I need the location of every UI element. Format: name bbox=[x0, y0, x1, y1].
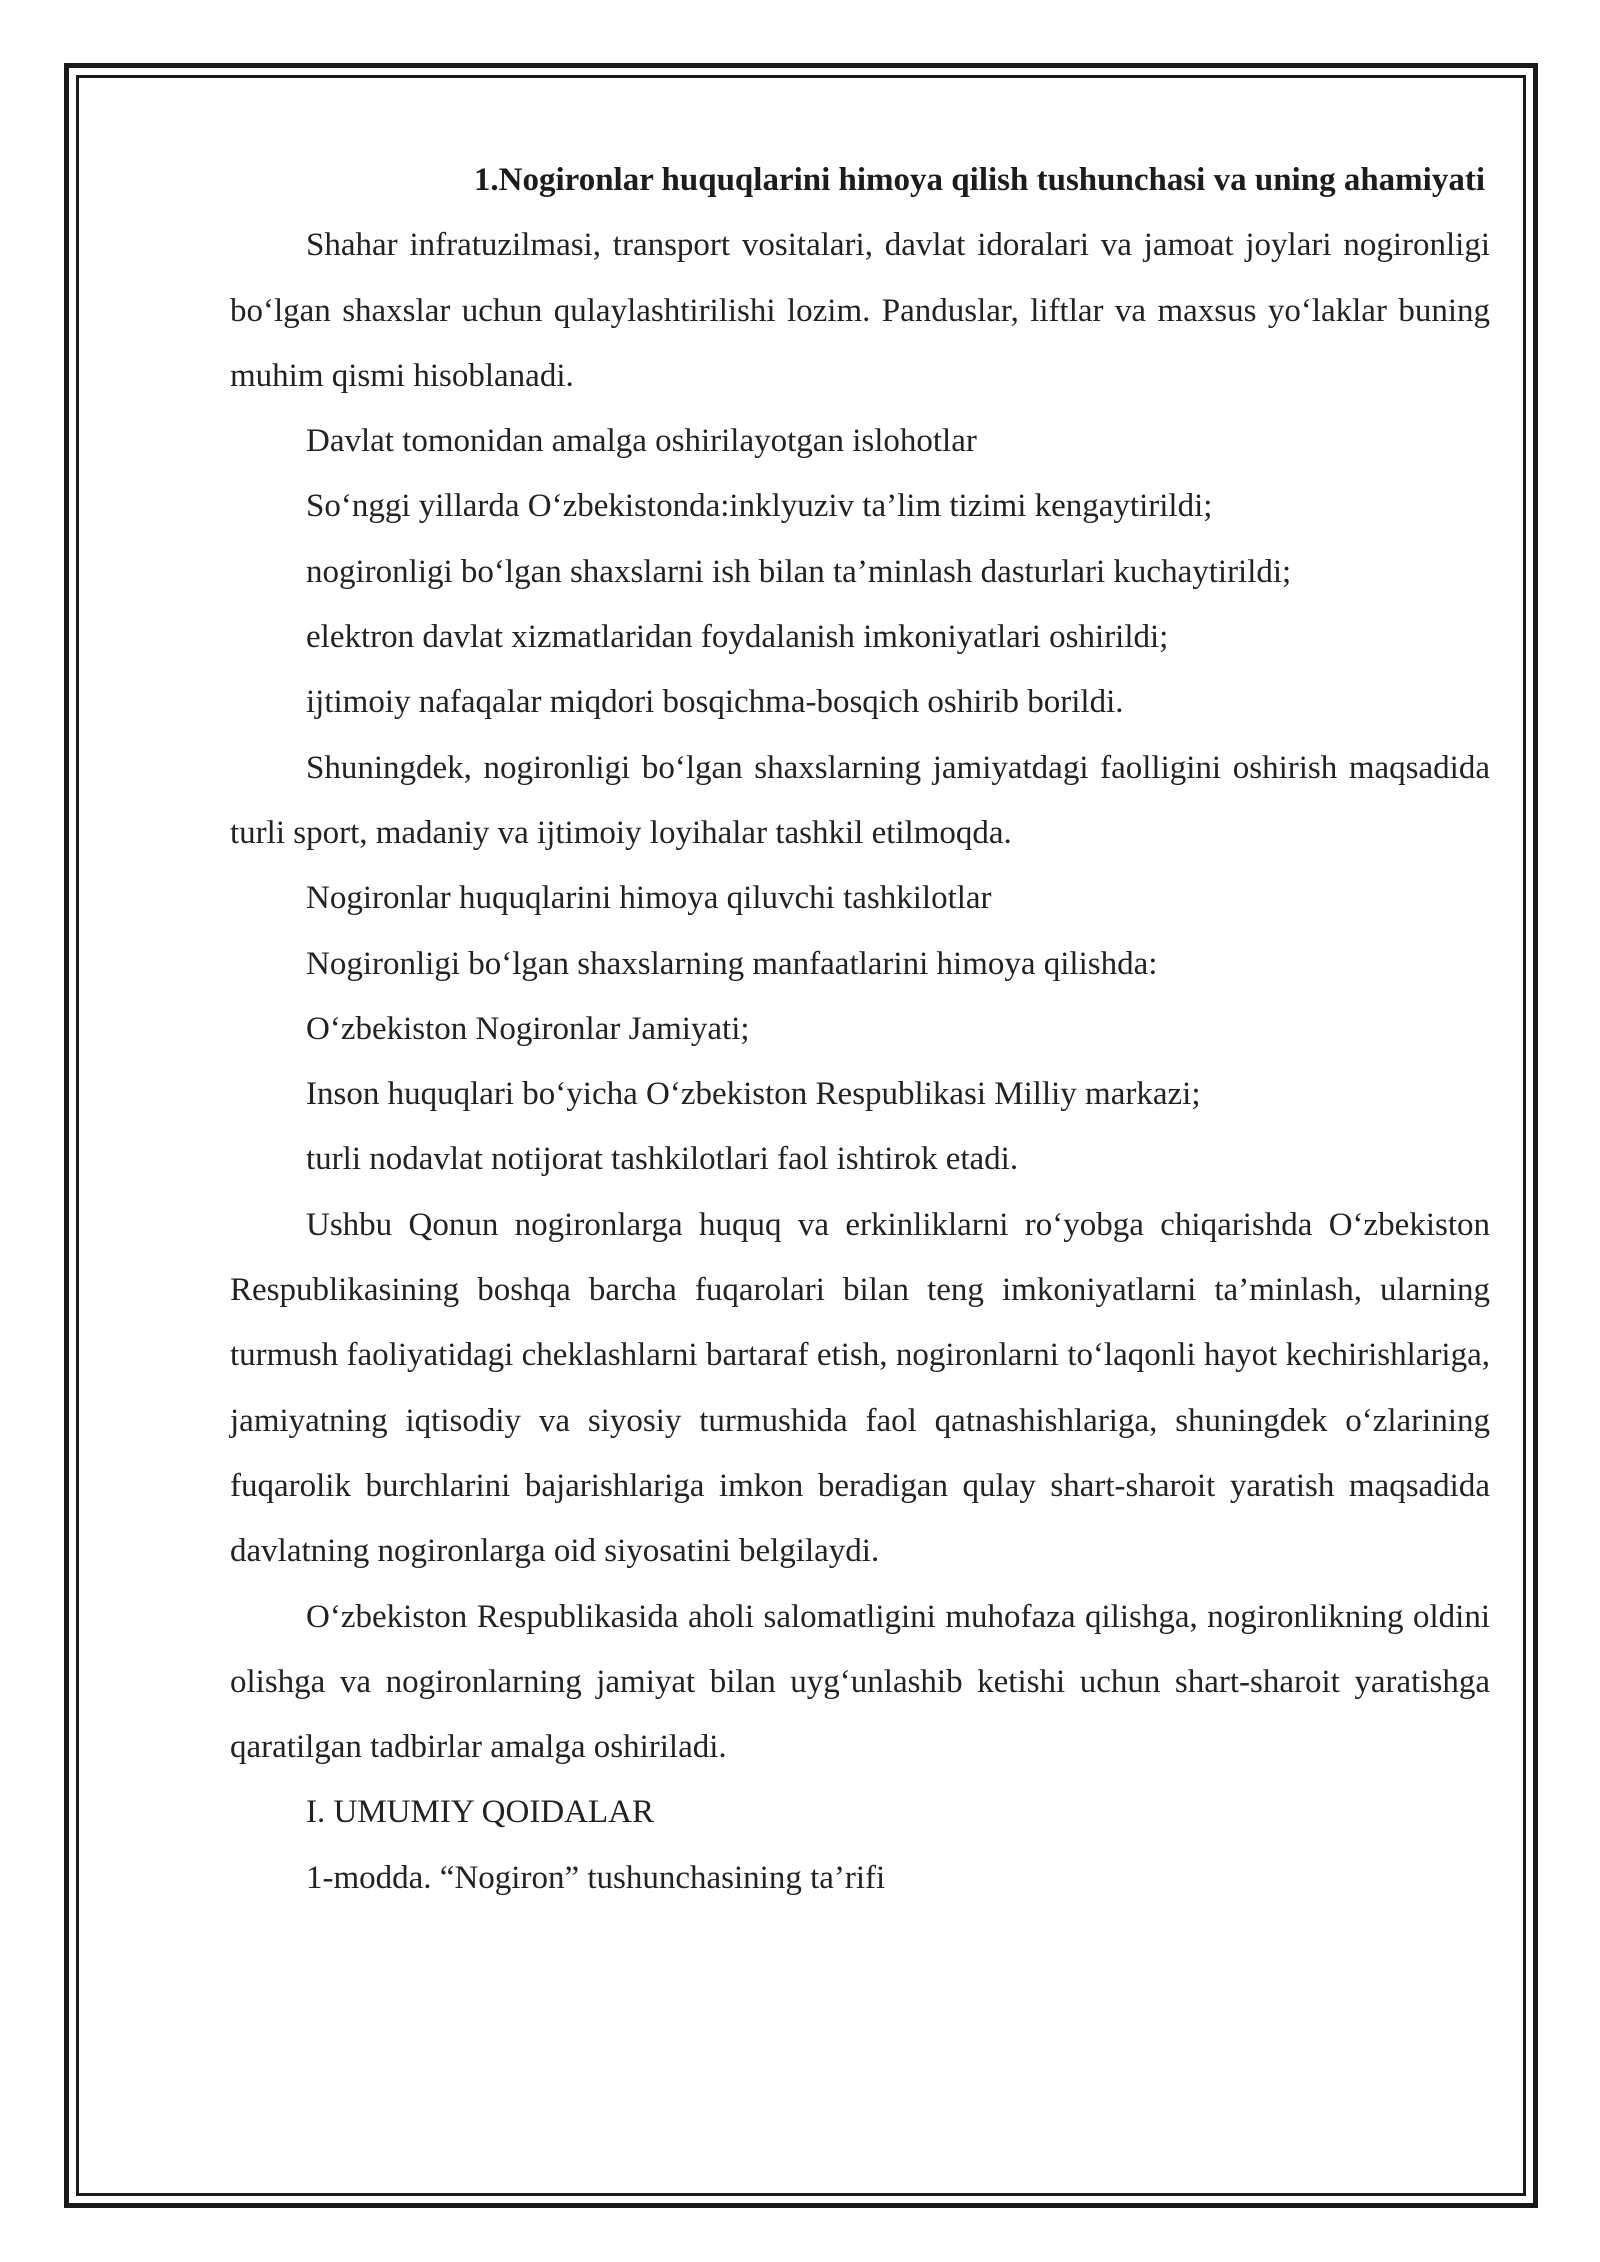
list-item-social-benefits: ijtimoiy nafaqalar miqdori bosqichma-bosqich oshirib borildi. bbox=[306, 684, 1124, 721]
list-item-ngos: turli nodavlat notijorat tashkilotlari faol ishtirok etadi. bbox=[306, 1141, 1019, 1178]
article-title-1: 1-modda. “Nogiron” tushunchasining ta’rifi bbox=[306, 1859, 886, 1896]
list-item-national-centre: Inson huquqlari bo‘yicha O‘zbekiston Respublikasi Milliy markazi; bbox=[306, 1076, 1201, 1113]
paragraph-organizations-title: Nogironlar huquqlarini himoya qiluvchi tashkilotlar bbox=[306, 880, 992, 917]
section-title-general-rules: I. UMUMIY QOIDALAR bbox=[306, 1794, 654, 1831]
paragraph-organizations-intro: Nogironligi bo‘lgan shaxslarning manfaatlarini himoya qilishda: bbox=[306, 945, 1158, 982]
list-item-employment: nogironligi bo‘lgan shaxslarni ish bilan ta’minlash dasturlari kuchaytirildi; bbox=[306, 553, 1292, 590]
section-heading: 1.Nogironlar huquqlarini himoya qilish tushunchasi va uning ahamiyati bbox=[473, 162, 1485, 198]
paragraph-projects: Shuningdek, nogironligi bo‘lgan shaxslarning jamiyatdagi faolligini oshirish maqsadida turli sport, madaniy va ijtimoiy loyihalar tashkil etilmoqda. bbox=[230, 749, 1490, 851]
paragraph-law-purpose: Ushbu Qonun nogironlarga huquq va erkinliklarni ro‘yobga chiqarishda O‘zbekiston Respublikasining boshqa barcha fuqarolari bilan teng imkoniyatlarni ta’minlash, ularning turmush faoliyatidagi cheklashlarni bartaraf etish, nogironlarni to‘laqonli hayot kechirishlariga, jamiyatning iqtisodiy va siyosiy turmushida faol qatnashishlariga, shuningdek o‘zlarining fuqarolik burchlarini bajarishlariga imkon beradigan qulay shart-sharoit yaratish maqsadida davlatning nogironlarga oid siyosatini belgilaydi. bbox=[230, 1206, 1490, 1570]
paragraph-accessibility: Shahar infratuzilmasi, transport vositalari, davlat idoralari va jamoat joylari nogironligi bo‘lgan shaxslar uchun qulaylashtirilishi lozim. Panduslar, liftlar va maxsus yo‘laklar buning muhim qismi hisoblanadi. bbox=[230, 227, 1490, 394]
list-item-e-services: elektron davlat xizmatlaridan foydalanish imkoniyatlari oshirildi; bbox=[306, 619, 1169, 656]
list-item-inclusive-education: So‘nggi yillarda O‘zbekistonda:inklyuziv ta’lim tizimi kengaytirildi; bbox=[306, 488, 1213, 525]
document-body bbox=[230, 148, 1490, 1911]
paragraph-reforms-title: Davlat tomonidan amalga oshirilayotgan islohotlar bbox=[306, 423, 977, 460]
list-item-society: O‘zbekiston Nogironlar Jamiyati; bbox=[306, 1010, 750, 1047]
paragraph-health-measures: O‘zbekiston Respublikasida aholi salomatligini muhofaza qilishga, nogironlikning oldini olishga va nogironlarning jamiyat bilan uyg‘unlashib ketishi uchun shart-sharoit yaratishga qaratilgan tadbirlar amalga oshiriladi. bbox=[230, 1598, 1490, 1766]
